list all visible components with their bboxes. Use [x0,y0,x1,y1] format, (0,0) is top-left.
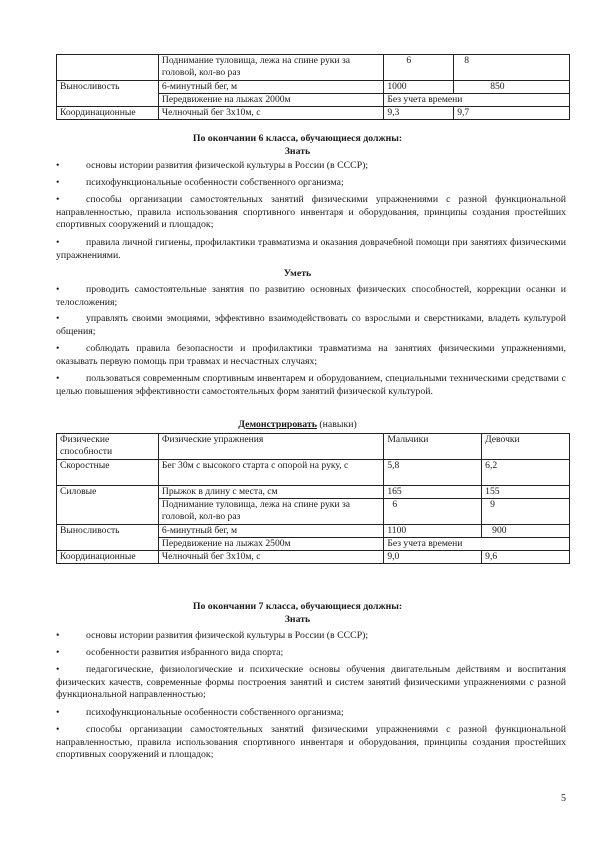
section-heading-grade-6: По окончании 6 класса, обучающиеся должны: [192,133,403,144]
table-row [57,81,570,94]
bullet-icon: • [56,177,60,188]
can-title: Уметь [283,268,312,279]
know-title: Знать [284,614,311,625]
list-item: • соблюдать правила безопасности и профилактики травматизма на занятиях физическими упражнениями, оказывать первую помощь при травмах и несчастных случаях; [56,343,566,367]
table-cell: 6,2 [482,460,570,486]
table-cell: Поднимание туловища, лежа на спине руки за головой, кол-во раз [158,55,383,81]
table-cell: 850 [454,81,570,94]
bullet-icon: • [56,724,60,735]
table-cell: Выносливость [57,81,159,107]
table-cell: Бег 30м с высокого старта с опорой на руку, с [158,460,383,486]
bullet-icon: • [56,160,60,171]
demo-title: Демонстрировать (навыки) [238,419,357,430]
list-item: • психофункциональные особенности собственного организма; [56,177,344,188]
norms-table-grade-6-demo [56,433,570,564]
table-cell: 6-минутный бег, м [158,525,383,538]
bullet-icon: • [56,343,60,354]
table-cell: Координационные [57,551,159,564]
bullet-icon: • [56,237,60,248]
table-header-row [57,434,570,460]
list-item: • основы истории развития физической культуры в России (в СССР); [56,630,369,641]
table-cell: Передвижение на лыжах 2500м [158,538,383,551]
norms-table-grade-6 [56,54,570,120]
table-cell: Прыжок в длину с места, см [158,486,383,499]
table-row [57,551,570,564]
table-row [57,460,570,486]
table-cell: 1100 [384,525,482,538]
table-cell: Поднимание туловища, лежа на спине руки за головой, кол-во раз [158,499,383,525]
table-cell: 9,0 [384,551,482,564]
list-item: • психофункциональные особенности собственного организма; [56,707,344,718]
bullet-icon: • [56,647,60,658]
table-cell: Скоростные [57,460,159,486]
table-cell: 900 [482,525,570,538]
bullet-icon: • [56,664,60,675]
table-cell: 1000 [384,81,454,94]
column-header: Физические способности [57,434,159,460]
bullet-icon: • [56,707,60,718]
table-row [57,486,570,499]
table-cell: 9 [482,499,570,525]
table-row [57,525,570,538]
table-cell: 155 [482,486,570,499]
table-cell: 9,3 [384,107,454,120]
table-cell: Силовые [57,486,159,525]
table-cell: Челночный бег 3х10м, с [158,551,383,564]
bullet-icon: • [56,313,60,324]
bullet-icon: • [56,194,60,205]
list-item: • пользоваться современным спортивным инвентарем и оборудованием, специальными техническими средствами с целью повышения эффективности самостоятельных форм занятий физической культурой. [56,373,566,397]
bullet-icon: • [56,284,60,295]
table-cell: Координационные [57,107,159,120]
table-row [57,107,570,120]
table-cell: Передвижение на лыжах 2000м [158,94,383,107]
page-number: 5 [561,793,566,804]
bullet-icon: • [56,373,60,384]
column-header: Девочки [482,434,570,460]
list-item: • правила личной гигиены, профилактики травматизма и оказания доврачебной помощи при занятиях физическими упражнениями. [56,237,566,261]
table-row [57,55,570,81]
table-cell: 6-минутный бег, м [158,81,383,94]
table-cell: Выносливость [57,525,159,551]
table-cell: Челночный бег 3х10м, с [158,107,383,120]
list-item: • педагогические, физиологические и психические основы обучения двигательным действиям и воспитания физических качеств, современные формы построения занятий и систем занятий физическими упражнениями с разной функциональной направленностью; [56,664,566,701]
table-cell: 6 [384,55,454,81]
table-cell [57,55,159,81]
list-item: • способы организации самостоятельных занятий физическими упражнениями с разной функциональной направленностью, правила использования спортивного инвентаря и оборудования, принципы создания простейших спортивных сооружений и площадок; [56,194,566,231]
list-item: • основы истории развития физической культуры в России (в СССР); [56,160,369,171]
column-header: Физические упражнения [158,434,383,460]
list-item: • способы организации самостоятельных занятий физическими упражнениями с разной функциональной направленностью, правила использования спортивного инвентаря и оборудования, принципы создания простейших спортивных сооружений и площадок; [56,724,566,761]
table-cell: 8 [454,55,570,81]
table-cell: 5,8 [384,460,482,486]
table-cell: Без учета времени [384,538,570,551]
table-cell: 9,7 [454,107,570,120]
list-item: • управлять своими эмоциями, эффективно взаимодействовать со взрослыми и сверстниками, владеть культурой общения; [56,313,566,337]
bullet-icon: • [56,630,60,641]
table-cell: 165 [384,486,482,499]
table-cell: 6 [384,499,482,525]
list-item: • проводить самостоятельные занятия по развитию основных физических способностей, коррекции осанки и телосложения; [56,284,566,308]
section-heading-grade-7: По окончании 7 класса, обучающиеся должны: [192,601,403,612]
column-header: Мальчики [384,434,482,460]
table-cell: 9,6 [482,551,570,564]
know-title: Знать [284,146,311,157]
table-cell: Без учета времени [384,94,570,107]
list-item: • особенности развития избранного вида спорта; [56,647,284,658]
